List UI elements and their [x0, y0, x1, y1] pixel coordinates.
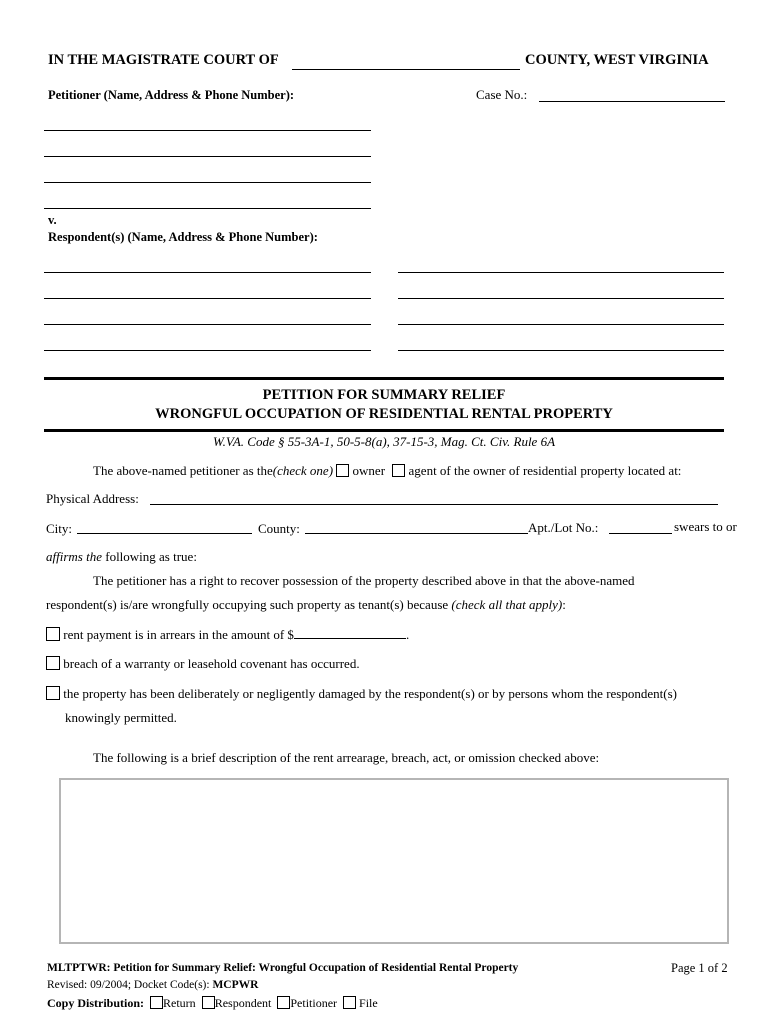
city-label: City:	[46, 521, 73, 536]
title-top-rule	[44, 377, 724, 380]
county-name-field[interactable]	[292, 69, 520, 70]
copy-distribution	[47, 996, 378, 1011]
title-bottom-rule	[44, 429, 724, 432]
damage-label-line-2: knowingly permitted.	[65, 710, 177, 725]
respondent-left-line-1[interactable]	[44, 272, 371, 273]
respondent-checkbox[interactable]	[202, 996, 215, 1009]
respondent-label: Respondent(s) (Name, Address & Phone Number):	[48, 230, 318, 244]
petitioner-line-4[interactable]	[44, 208, 371, 209]
petitioner-copy-label: Petitioner	[290, 996, 338, 1010]
petitioner-checkbox[interactable]	[277, 996, 290, 1009]
check-one-note: (check one)	[272, 463, 334, 478]
intro-text: The above-named petitioner as the	[93, 463, 273, 478]
docket-code: MCPWR	[212, 979, 259, 991]
respondent-right-line-1[interactable]	[398, 272, 724, 273]
option-rent-arrears	[46, 626, 409, 643]
file-label: File	[359, 996, 378, 1010]
check-all-colon: :	[562, 597, 566, 612]
court-suffix: COUNTY, WEST VIRGINIA	[525, 52, 709, 68]
statute-citation: W.VA. Code § 55-3A-1, 50-5-8(a), 37-15-3, Mag. Ct. Civ. Rule 6A	[212, 434, 556, 449]
apt-field[interactable]	[609, 533, 672, 534]
damage-label-line-1: the property has been deliberately or negligently damaged by the respondent(s) or by persons whom the respondent(s)	[63, 686, 677, 701]
petitioner-line-1[interactable]	[44, 130, 371, 131]
damage-checkbox[interactable]	[46, 686, 60, 700]
respondent-left-line-4[interactable]	[44, 350, 371, 351]
description-textarea[interactable]	[59, 778, 729, 944]
respondent-left-line-3[interactable]	[44, 324, 371, 325]
rent-amount-period: .	[405, 627, 410, 642]
respondent-right-line-3[interactable]	[398, 324, 724, 325]
case-no-label: Case No.:	[476, 87, 528, 102]
county-label: County:	[258, 521, 300, 536]
apt-label: Apt./Lot No.:	[528, 520, 599, 535]
intro-line	[93, 463, 681, 479]
affirms-line	[46, 549, 197, 565]
footer-page-number: Page 1 of 2	[671, 961, 728, 975]
case-no-field[interactable]	[539, 101, 725, 102]
file-checkbox[interactable]	[343, 996, 356, 1009]
city-field[interactable]	[77, 533, 252, 534]
affirms-italic: affirms the	[46, 549, 102, 564]
right-para-text: respondent(s) is/are wrongfully occupying such property as tenant(s) because	[46, 597, 449, 612]
physical-address-label: Physical Address:	[46, 491, 139, 506]
title-line-2: WRONGFUL OCCUPATION OF RESIDENTIAL RENTAL PROPERTY	[155, 406, 613, 422]
revised-text: Revised: 09/2004; Docket Code(s):	[47, 979, 213, 991]
return-checkbox[interactable]	[150, 996, 163, 1009]
affirms-rest: following as true:	[105, 549, 197, 564]
footer-revised	[47, 979, 258, 991]
option-breach	[46, 656, 360, 672]
copy-distribution-label: Copy Distribution:	[47, 996, 145, 1010]
agent-label: agent of the owner of residential property located at:	[408, 463, 682, 478]
right-para-line-2	[46, 597, 566, 613]
county-field[interactable]	[305, 533, 528, 534]
swears-text: swears to or	[674, 519, 737, 534]
option-damage	[46, 686, 677, 702]
respondent-right-line-2[interactable]	[398, 298, 724, 299]
petitioner-line-2[interactable]	[44, 156, 371, 157]
return-label: Return	[163, 996, 196, 1010]
respondent-right-line-4[interactable]	[398, 350, 724, 351]
physical-address-field[interactable]	[150, 504, 718, 505]
rent-arrears-checkbox[interactable]	[46, 627, 60, 641]
petitioner-label: Petitioner (Name, Address & Phone Number):	[48, 88, 295, 102]
court-prefix: IN THE MAGISTRATE COURT OF	[48, 52, 279, 68]
petitioner-line-3[interactable]	[44, 182, 371, 183]
description-prompt: The following is a brief description of the rent arrearage, breach, act, or omission checked above:	[93, 750, 600, 765]
rent-arrears-label: rent payment is in arrears in the amount of $	[63, 627, 294, 642]
title-line-1: PETITION FOR SUMMARY RELIEF	[262, 387, 506, 403]
footer-form-title: MLTPTWR: Petition for Summary Relief: Wrongful Occupation of Residential Rental Property	[47, 962, 519, 974]
breach-label: breach of a warranty or leasehold covenant has occurred.	[63, 656, 360, 671]
versus: v.	[48, 213, 57, 227]
breach-checkbox[interactable]	[46, 656, 60, 670]
owner-label: owner	[352, 463, 386, 478]
rent-amount-field[interactable]	[294, 626, 406, 639]
check-all-note: (check all that apply)	[451, 597, 563, 612]
right-para-line-1: The petitioner has a right to recover possession of the property described above in that the above-named	[93, 573, 635, 588]
respondent-copy-label: Respondent	[214, 996, 272, 1010]
agent-checkbox[interactable]	[392, 464, 405, 477]
owner-checkbox[interactable]	[336, 464, 349, 477]
respondent-left-line-2[interactable]	[44, 298, 371, 299]
